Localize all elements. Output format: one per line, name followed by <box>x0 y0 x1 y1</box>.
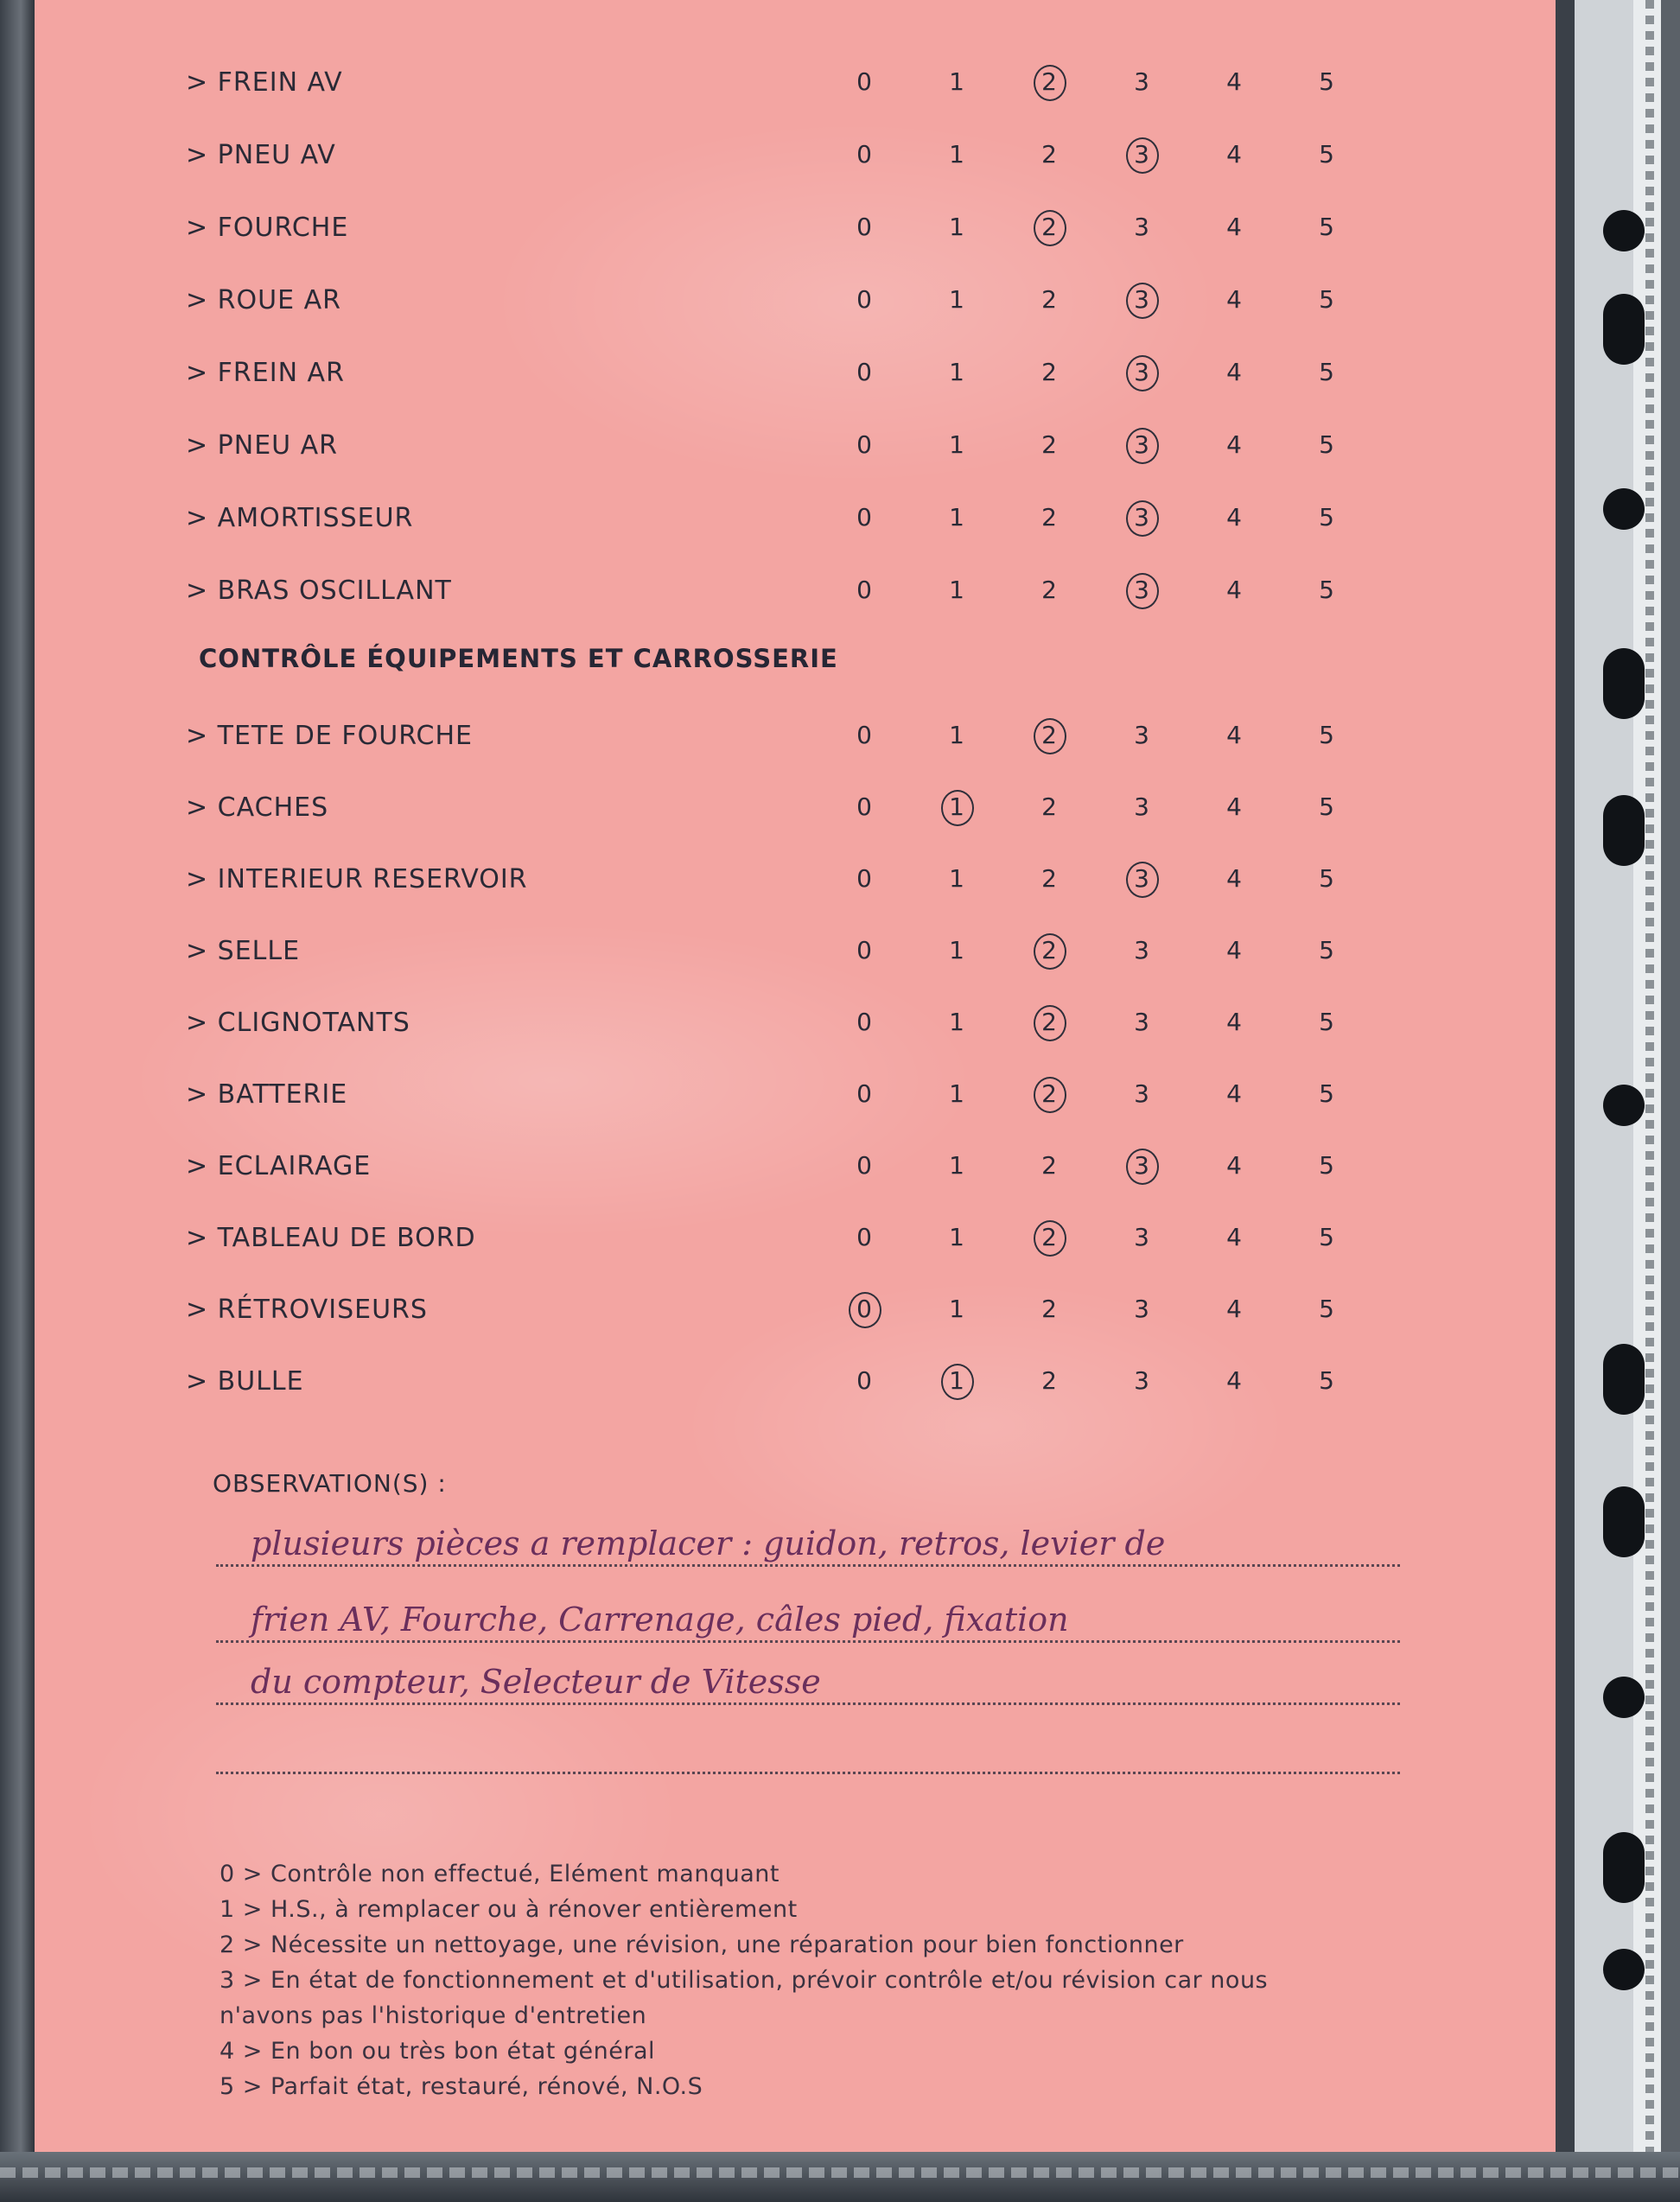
score-option[interactable]: 2 <box>1041 430 1057 459</box>
row-label: > BRAS OSCILLANT <box>186 576 452 606</box>
legend-item: 2 > Nécessite un nettoyage, une révision, une réparation pour bien fonctionner <box>220 1932 1184 1958</box>
score-selected[interactable]: 3 <box>1120 140 1163 169</box>
score-option[interactable]: 5 <box>1319 1151 1334 1180</box>
score-option[interactable]: 1 <box>949 1151 964 1180</box>
punch-hole <box>1603 1085 1645 1126</box>
score-option[interactable]: 0 <box>856 864 872 893</box>
row-label: > CLIGNOTANTS <box>186 1008 410 1038</box>
score-option[interactable]: 0 <box>856 721 872 749</box>
legend-item: 5 > Parfait état, restauré, rénové, N.O.S <box>220 2073 703 2100</box>
score-option[interactable]: 3 <box>1134 1223 1149 1251</box>
score-option[interactable]: 5 <box>1319 1295 1334 1323</box>
inspection-row <box>35 60 1556 112</box>
score-option[interactable]: 2 <box>1041 140 1057 169</box>
score-selected[interactable]: 3 <box>1120 358 1163 386</box>
score-option[interactable]: 2 <box>1041 358 1057 386</box>
score-option[interactable]: 0 <box>856 936 872 964</box>
score-option[interactable]: 0 <box>856 1223 872 1251</box>
score-option[interactable]: 4 <box>1226 792 1242 821</box>
score-option[interactable]: 0 <box>856 1366 872 1395</box>
inspection-row <box>35 278 1556 330</box>
row-label: > PNEU AR <box>186 430 339 461</box>
score-option[interactable]: 2 <box>1041 285 1057 314</box>
score-option[interactable]: 5 <box>1319 140 1334 169</box>
score-selected[interactable]: 2 <box>1028 1079 1071 1108</box>
punch-hole <box>1603 1832 1645 1903</box>
score-selected[interactable]: 1 <box>935 1366 978 1395</box>
score-option[interactable]: 1 <box>949 430 964 459</box>
score-option[interactable]: 1 <box>949 503 964 531</box>
row-label: > TETE DE FOURCHE <box>186 721 473 751</box>
row-label: > ROUE AR <box>186 285 341 315</box>
inspection-row <box>35 1144 1556 1196</box>
score-option[interactable]: 5 <box>1319 67 1334 96</box>
inspection-row <box>35 1072 1556 1124</box>
row-label: > FOURCHE <box>186 213 349 243</box>
score-selected[interactable]: 3 <box>1120 576 1163 604</box>
score-option[interactable]: 1 <box>949 1223 964 1251</box>
score-option[interactable]: 5 <box>1319 213 1334 241</box>
punch-hole <box>1603 1344 1645 1415</box>
score-option[interactable]: 3 <box>1134 1295 1149 1323</box>
score-option[interactable]: 5 <box>1319 1079 1334 1108</box>
observation-line <box>216 1580 1400 1643</box>
score-option[interactable]: 4 <box>1226 721 1242 749</box>
score-option[interactable]: 5 <box>1319 1366 1334 1395</box>
rating-legend <box>220 1856 1429 2104</box>
row-label: > INTERIEUR RESERVOIR <box>186 864 528 894</box>
score-option[interactable]: 4 <box>1226 1151 1242 1180</box>
score-option[interactable]: 2 <box>1041 792 1057 821</box>
score-option[interactable]: 1 <box>949 576 964 604</box>
score-option[interactable]: 1 <box>949 1008 964 1036</box>
inspection-row <box>35 1359 1556 1411</box>
score-option[interactable]: 5 <box>1319 285 1334 314</box>
score-option[interactable]: 2 <box>1041 1366 1057 1395</box>
inspection-row <box>35 423 1556 475</box>
punch-hole <box>1603 1949 1645 1990</box>
section-heading: CONTRÔLE ÉQUIPEMENTS ET CARROSSERIE <box>199 644 838 673</box>
inspection-sheet <box>35 0 1556 2152</box>
score-option[interactable]: 2 <box>1041 1295 1057 1323</box>
score-selected[interactable]: 3 <box>1120 503 1163 531</box>
score-option[interactable]: 0 <box>856 792 872 821</box>
score-option[interactable]: 0 <box>856 285 872 314</box>
score-option[interactable]: 0 <box>856 67 872 96</box>
score-selected[interactable]: 2 <box>1028 1008 1071 1036</box>
inspection-row <box>35 496 1556 548</box>
legend-item: 1 > H.S., à remplacer ou à rénover entièrement <box>220 1896 798 1923</box>
score-option[interactable]: 0 <box>856 1151 872 1180</box>
row-label: > BATTERIE <box>186 1079 348 1110</box>
inspection-row <box>35 351 1556 403</box>
score-option[interactable]: 0 <box>856 430 872 459</box>
score-option[interactable]: 0 <box>856 1008 872 1036</box>
score-option[interactable]: 5 <box>1319 864 1334 893</box>
score-option[interactable]: 3 <box>1134 1366 1149 1395</box>
score-option[interactable]: 3 <box>1134 1008 1149 1036</box>
sleeve-bottom-edge <box>0 2152 1680 2202</box>
score-selected[interactable]: 3 <box>1120 285 1163 314</box>
score-option[interactable]: 5 <box>1319 576 1334 604</box>
row-label: > TABLEAU DE BORD <box>186 1223 476 1253</box>
score-option[interactable]: 5 <box>1319 358 1334 386</box>
score-selected[interactable]: 3 <box>1120 430 1163 459</box>
observation-line <box>216 1642 1400 1705</box>
row-label: > AMORTISSEUR <box>186 503 414 533</box>
punch-hole <box>1603 1486 1645 1557</box>
inspection-row <box>35 133 1556 185</box>
punch-hole <box>1603 294 1645 365</box>
score-option[interactable]: 4 <box>1226 430 1242 459</box>
score-option[interactable]: 3 <box>1134 936 1149 964</box>
score-selected[interactable]: 3 <box>1120 864 1163 893</box>
score-option[interactable]: 4 <box>1226 936 1242 964</box>
punch-hole <box>1603 648 1645 719</box>
row-label: > FREIN AV <box>186 67 343 98</box>
row-label: > RÉTROVISEURS <box>186 1295 428 1325</box>
punch-hole <box>1603 210 1645 251</box>
score-option[interactable]: 5 <box>1319 430 1334 459</box>
observation-text: frien AV, Fourche, Carrenage, câles pied, fixation <box>251 1601 1069 1639</box>
legend-item: n'avons pas l'historique d'entretien <box>220 2002 647 2029</box>
score-option[interactable]: 4 <box>1226 1366 1242 1395</box>
score-option[interactable]: 4 <box>1226 213 1242 241</box>
score-option[interactable]: 5 <box>1319 1008 1334 1036</box>
score-option[interactable]: 1 <box>949 721 964 749</box>
score-option[interactable]: 1 <box>949 936 964 964</box>
observation-line <box>216 1504 1400 1567</box>
score-option[interactable]: 4 <box>1226 285 1242 314</box>
score-option[interactable]: 4 <box>1226 864 1242 893</box>
score-option[interactable]: 1 <box>949 140 964 169</box>
score-option[interactable]: 3 <box>1134 213 1149 241</box>
row-label: > PNEU AV <box>186 140 336 170</box>
score-option[interactable]: 5 <box>1319 721 1334 749</box>
score-option[interactable]: 4 <box>1226 1008 1242 1036</box>
row-label: > SELLE <box>186 936 301 966</box>
score-option[interactable]: 0 <box>856 503 872 531</box>
inspection-row <box>35 206 1556 258</box>
score-option[interactable]: 2 <box>1041 1151 1057 1180</box>
score-option[interactable]: 2 <box>1041 576 1057 604</box>
inspection-row <box>35 929 1556 981</box>
inspection-row <box>35 786 1556 837</box>
score-selected[interactable]: 0 <box>843 1295 886 1323</box>
score-option[interactable]: 4 <box>1226 1223 1242 1251</box>
score-option[interactable]: 1 <box>949 67 964 96</box>
score-option[interactable]: 1 <box>949 213 964 241</box>
sleeve-left-edge <box>0 0 35 2202</box>
score-option[interactable]: 2 <box>1041 864 1057 893</box>
punch-hole <box>1603 488 1645 530</box>
score-option[interactable]: 0 <box>856 1079 872 1108</box>
score-option[interactable]: 4 <box>1226 576 1242 604</box>
score-option[interactable]: 5 <box>1319 792 1334 821</box>
score-option[interactable]: 5 <box>1319 1223 1334 1251</box>
inspection-row <box>35 857 1556 909</box>
score-selected[interactable]: 1 <box>935 792 978 821</box>
inspection-row <box>35 714 1556 766</box>
row-label: > BULLE <box>186 1366 304 1397</box>
score-selected[interactable]: 3 <box>1120 1151 1163 1180</box>
score-option[interactable]: 4 <box>1226 1079 1242 1108</box>
inspection-row <box>35 1216 1556 1268</box>
score-option[interactable]: 4 <box>1226 67 1242 96</box>
score-option[interactable]: 1 <box>949 358 964 386</box>
observations-title: OBSERVATION(S) : <box>213 1469 447 1498</box>
punch-hole <box>1603 795 1645 866</box>
score-selected[interactable]: 2 <box>1028 936 1071 964</box>
observation-line <box>216 1711 1400 1774</box>
score-selected[interactable]: 2 <box>1028 67 1071 96</box>
observation-text: du compteur, Selecteur de Vitesse <box>251 1663 821 1701</box>
score-option[interactable]: 1 <box>949 864 964 893</box>
inspection-row <box>35 1001 1556 1053</box>
legend-item: 3 > En état de fonctionnement et d'utilisation, prévoir contrôle et/ou révision car nous <box>220 1967 1269 1994</box>
score-option[interactable]: 2 <box>1041 503 1057 531</box>
score-option[interactable]: 1 <box>949 1079 964 1108</box>
score-option[interactable]: 4 <box>1226 503 1242 531</box>
score-selected[interactable]: 2 <box>1028 1223 1071 1251</box>
legend-item: 4 > En bon ou très bon état général <box>220 2038 656 2065</box>
score-option[interactable]: 4 <box>1226 358 1242 386</box>
score-option[interactable]: 4 <box>1226 140 1242 169</box>
score-option[interactable]: 5 <box>1319 936 1334 964</box>
score-option[interactable]: 1 <box>949 285 964 314</box>
score-option[interactable]: 3 <box>1134 792 1149 821</box>
row-label: > FREIN AR <box>186 358 345 388</box>
score-option[interactable]: 3 <box>1134 1079 1149 1108</box>
score-option[interactable]: 1 <box>949 1295 964 1323</box>
legend-item: 0 > Contrôle non effectué, Elément manquant <box>220 1861 780 1887</box>
score-selected[interactable]: 2 <box>1028 721 1071 749</box>
score-option[interactable]: 5 <box>1319 503 1334 531</box>
punch-hole <box>1603 1677 1645 1718</box>
row-label: > CACHES <box>186 792 329 823</box>
inspection-row <box>35 569 1556 621</box>
score-option[interactable]: 3 <box>1134 67 1149 96</box>
score-selected[interactable]: 2 <box>1028 213 1071 241</box>
score-option[interactable]: 0 <box>856 576 872 604</box>
score-option[interactable]: 0 <box>856 140 872 169</box>
score-option[interactable]: 4 <box>1226 1295 1242 1323</box>
score-option[interactable]: 3 <box>1134 721 1149 749</box>
inspection-row <box>35 1288 1556 1340</box>
score-option[interactable]: 0 <box>856 358 872 386</box>
observation-text: plusieurs pièces a remplacer : guidon, retros, levier de <box>251 1524 1166 1562</box>
row-label: > ECLAIRAGE <box>186 1151 372 1181</box>
score-option[interactable]: 0 <box>856 213 872 241</box>
